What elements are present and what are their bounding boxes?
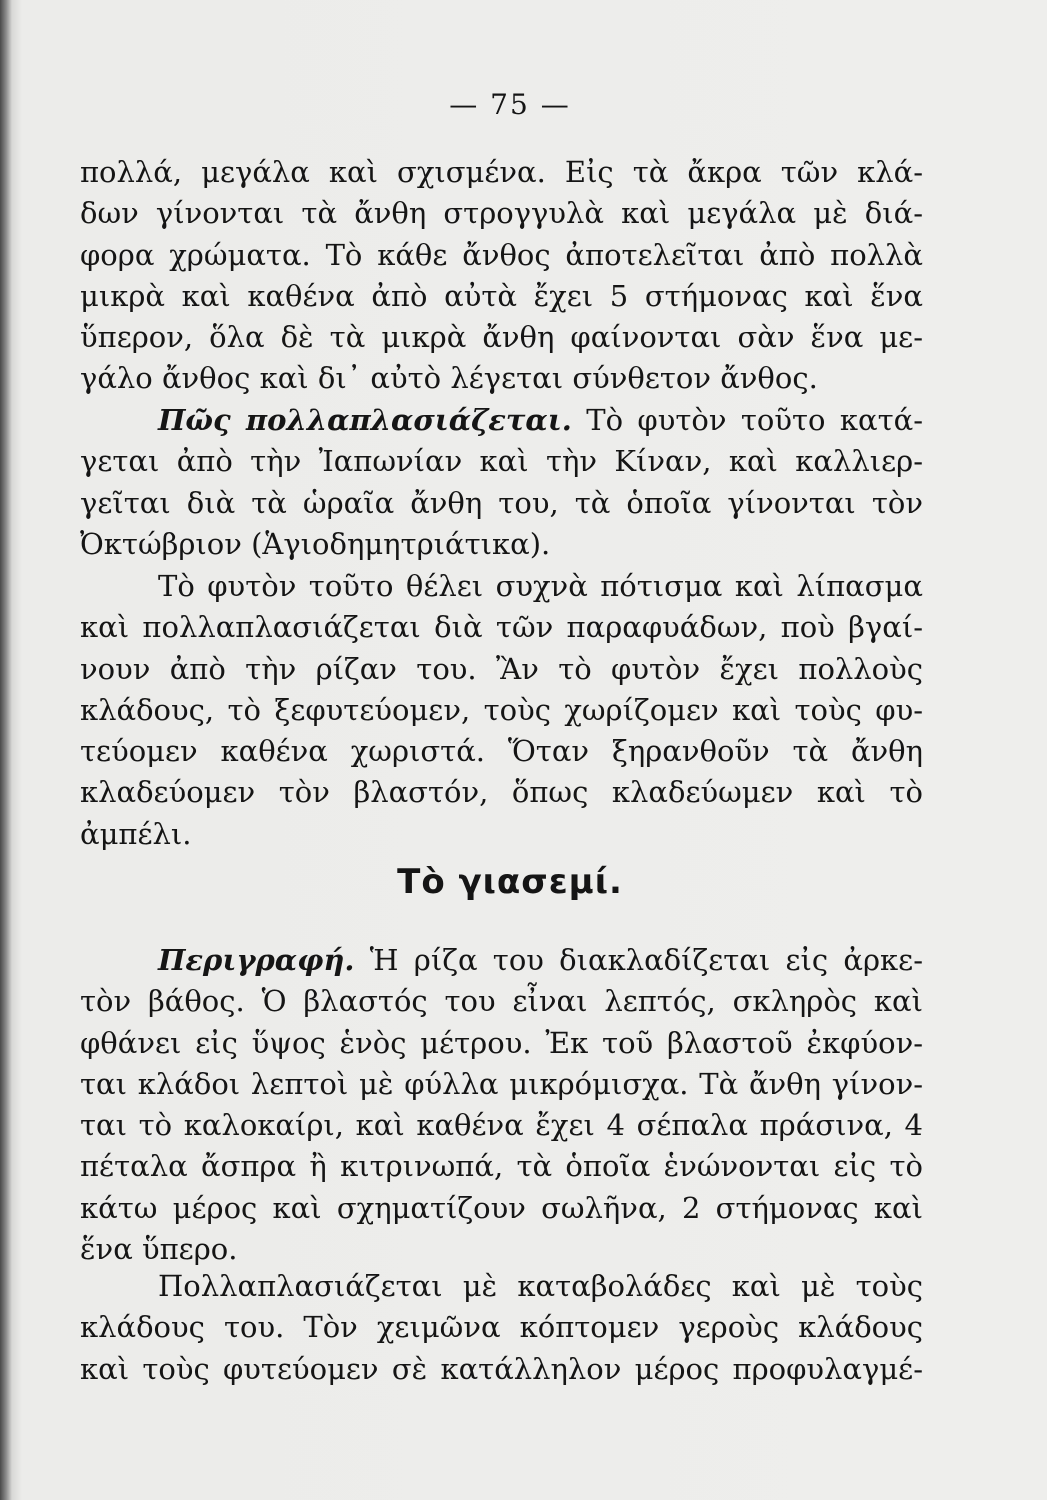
text-line: φθάνει εἰς ὕψος ἑνὸς μέτρου. Ἐκ τοῦ βλαστοῦ ἐκφύον- (80, 1025, 923, 1060)
text-line: γάλο ἄνθος καὶ δι᾽ αὐτὸ λέγεται σύνθετον ἄνθος. (80, 361, 818, 396)
text-line: Πολλαπλασιάζεται μὲ καταβολάδες καὶ μὲ τοὺς (158, 1269, 923, 1303)
text-run: Ἡ ρίζα του διακλαδίζεται εἰς ἀρκε- (354, 943, 923, 977)
text-line: κλαδεύομεν τὸν βλαστόν, ὅπως κλαδεύωμεν καὶ τὸ (80, 775, 923, 810)
text-line: κλάδους του. Τὸν χειμῶνα κόπτομεν γεροὺς κλάδους (80, 1310, 923, 1345)
text-line: τὸν βάθος. Ὁ βλαστός του εἶναι λεπτός, σκληρὸς καὶ (80, 984, 923, 1019)
text-line: τεύομεν καθένα χωριστά. Ὅταν ξηρανθοῦν τὰ ἄνθη (80, 734, 923, 769)
text-run: Τὸ φυτὸν τοῦτο κατά- (571, 403, 923, 437)
section-label-propagation: Πῶς πολλαπλασιάζεται. (158, 403, 572, 437)
paragraph-4 (80, 940, 923, 1270)
text-line: Ὀκτώβριον (Ἁγιοδημητριάτικα). (80, 526, 551, 561)
paragraph-2 (80, 400, 923, 565)
text-line: γεται ἀπὸ τὴν Ἰαπωνίαν καὶ τὴν Κίναν, καὶ καλλιερ- (80, 444, 923, 479)
text-line: καὶ πολλαπλασιάζεται διὰ τῶν παραφυάδων, ποὺ βγαί- (80, 610, 923, 645)
text-line: Τὸ φυτὸν τοῦτο θέλει συχνὰ πότισμα καὶ λίπασμα (158, 569, 923, 603)
section-label-description: Περιγραφή. (158, 943, 355, 977)
text-line: δων γίνονται τὰ ἄνθη στρογγυλὰ καὶ μεγάλα μὲ διά- (80, 196, 923, 231)
text-line: ἀμπέλι. (80, 816, 192, 851)
page-number: — 75 — (449, 88, 571, 121)
paragraph-3 (80, 566, 923, 855)
text-line: ὕπερον, ὅλα δὲ τὰ μικρὰ ἄνθη φαίνονται σὰν ἕνα με- (80, 320, 923, 355)
text-line: ται κλάδοι λεπτοὶ μὲ φύλλα μικρόμισχα. Τὰ ἄνθη γίνον- (80, 1066, 923, 1101)
text-line: ἕνα ὕπερο. (80, 1232, 238, 1267)
text-line: κάτω μέρος καὶ σχηματίζουν σωλῆνα, 2 στήμονας καὶ (80, 1190, 923, 1225)
text-line: κλάδους, τὸ ξεφυτεύομεν, τοὺς χωρίζομεν καὶ τοὺς φυ- (80, 692, 923, 727)
paragraph-1 (80, 152, 923, 400)
section-heading: Τὸ γιασεμί. (397, 862, 623, 902)
text-line: πολλά, μεγάλα καὶ σχισμένα. Εἰς τὰ ἄκρα τῶν κλά- (80, 155, 923, 189)
text-line: γεῖται διὰ τὰ ὡραῖα ἄνθη του, τὰ ὁποῖα γίνονται τὸν (80, 485, 923, 520)
text-line (80, 400, 923, 441)
text-line: καὶ τοὺς φυτεύομεν σὲ κατάλληλον μέρος προφυλαγμέ- (80, 1351, 923, 1386)
paragraph-5 (80, 1266, 923, 1390)
text-line: νουν ἀπὸ τὴν ρίζαν του. Ἂν τὸ φυτὸν ἔχει πολλοὺς (80, 651, 923, 686)
text-line (80, 940, 923, 981)
text-line: φορα χρώματα. Τὸ κάθε ἄνθος ἀποτελεῖται ἀπὸ πολλὰ (80, 237, 923, 272)
text-line: πέταλα ἄσπρα ἢ κιτρινωπά, τὰ ὁποῖα ἑνώνονται εἰς τὸ (80, 1149, 923, 1184)
text-line: ται τὸ καλοκαίρι, καὶ καθένα ἔχει 4 σέπαλα πράσινα, 4 (80, 1108, 923, 1143)
text-line: μικρὰ καὶ καθένα ἀπὸ αὐτὰ ἔχει 5 στήμονας καὶ ἕνα (80, 278, 923, 313)
